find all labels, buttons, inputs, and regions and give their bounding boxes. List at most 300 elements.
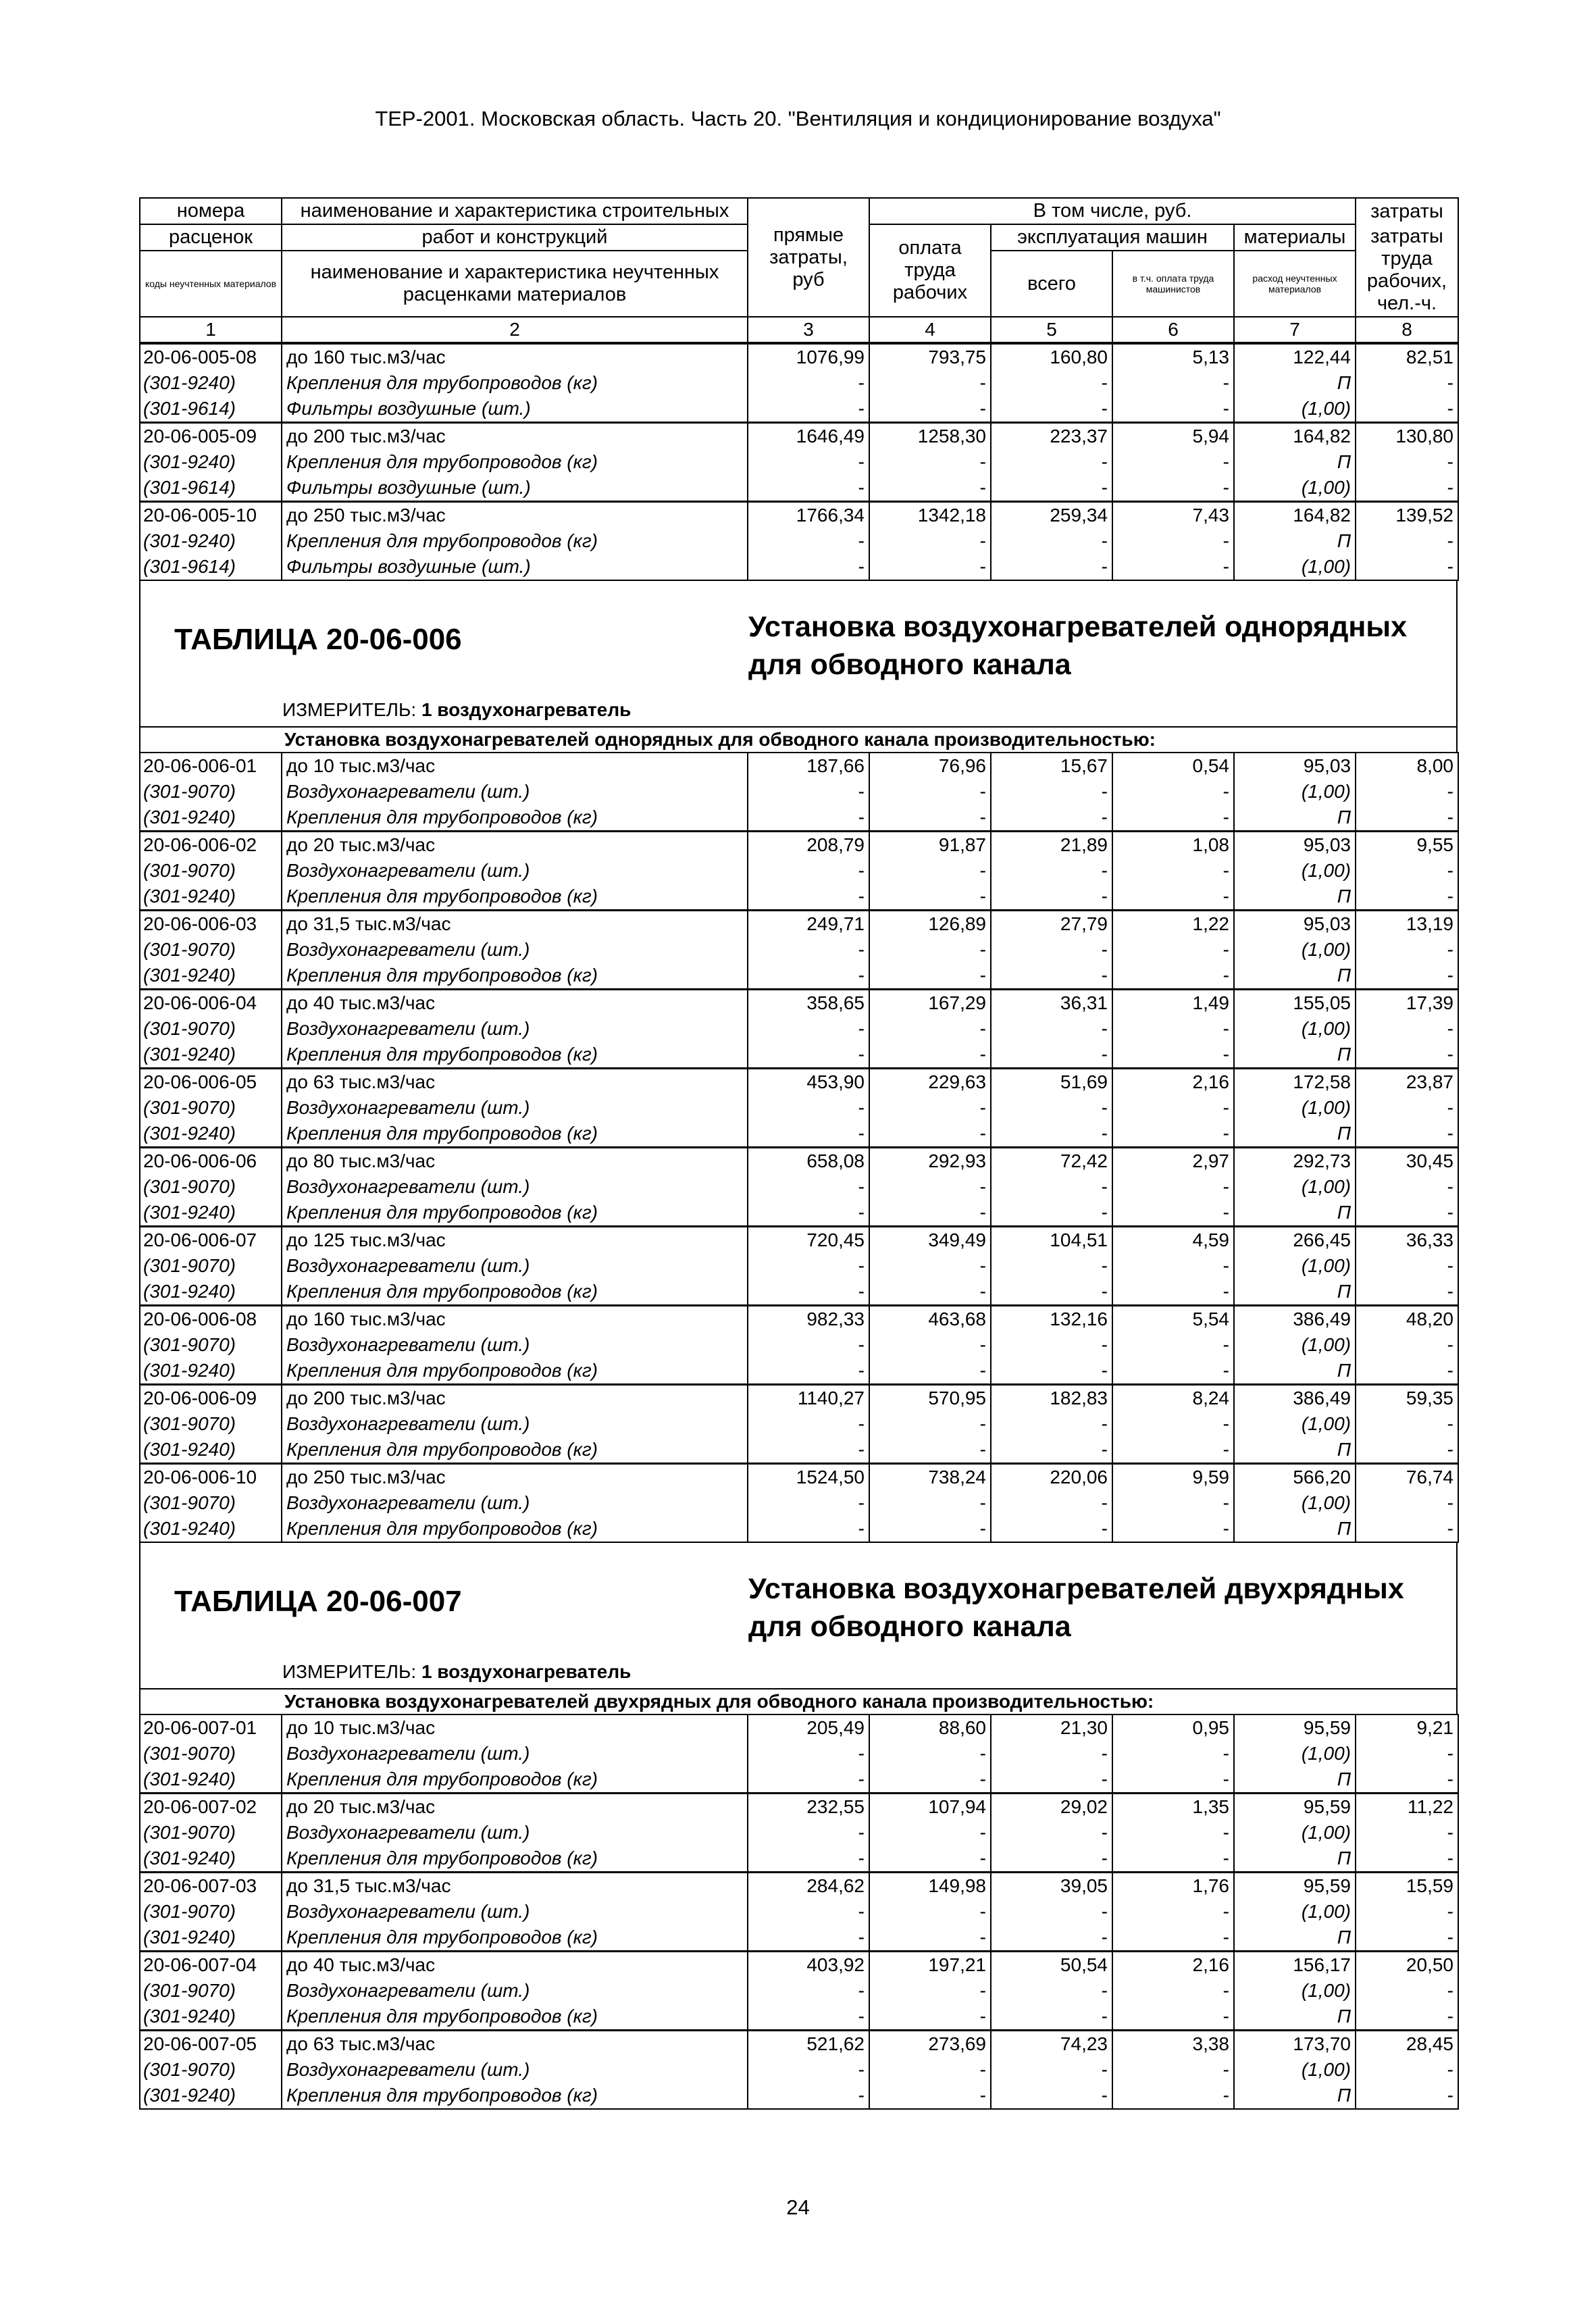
dash-cell: - (748, 1411, 869, 1437)
value-cell: 2,16 (1112, 1952, 1234, 1979)
table-subtitle: Установка воздухонагревателей однорядных для обводного канала производительностью: (139, 726, 1458, 752)
dash-cell: - (1356, 1978, 1458, 2004)
dash-cell: - (1112, 1358, 1234, 1385)
material-row (140, 1766, 1458, 1794)
material-code: (301-9240) (140, 370, 282, 396)
dash-cell: - (991, 884, 1112, 911)
material-name: Крепления для трубопроводов (кг) (282, 1121, 748, 1148)
col3-header: прямые затраты, руб (748, 198, 869, 317)
value-cell: 793,75 (869, 344, 991, 370)
material-row (140, 554, 1458, 580)
value-cell: 39,05 (991, 1873, 1112, 1900)
value-cell: 5,94 (1112, 423, 1234, 450)
dash-cell: - (869, 1978, 991, 2004)
material-row (140, 1358, 1458, 1385)
dash-cell: - (748, 396, 869, 423)
material-name: Крепления для трубопроводов (кг) (282, 1042, 748, 1069)
value-cell: 74,23 (991, 2031, 1112, 2058)
material-code: (301-9070) (140, 1899, 282, 1925)
value-cell: 164,82 (1234, 502, 1356, 529)
material-code: (301-9240) (140, 963, 282, 990)
dash-cell: - (748, 1121, 869, 1148)
dash-cell: - (748, 1200, 869, 1227)
table-row (140, 990, 1458, 1017)
work-name: до 200 тыс.м3/час (282, 1385, 748, 1412)
col-number: 1 (140, 317, 282, 342)
col8-top: затраты (1356, 198, 1458, 224)
value-cell: 48,20 (1356, 1306, 1458, 1333)
value-cell: 1,49 (1112, 990, 1234, 1017)
value-cell: 266,45 (1234, 1227, 1356, 1254)
dash-cell: - (991, 1925, 1112, 1952)
material-row (140, 1978, 1458, 2004)
col-number: 2 (282, 317, 748, 342)
rate-code: 20-06-006-10 (140, 1464, 282, 1491)
material-code: (301-9614) (140, 396, 282, 423)
material-consumption-header: расход неучтенных материалов (1234, 251, 1356, 317)
material-name: Крепления для трубопроводов (кг) (282, 528, 748, 554)
material-code: (301-9070) (140, 1978, 282, 2004)
dash-cell: - (869, 396, 991, 423)
dash-cell: - (748, 2057, 869, 2083)
value-cell: 95,03 (1234, 753, 1356, 779)
dash-cell: - (869, 1332, 991, 1358)
dash-cell: - (991, 528, 1112, 554)
dash-cell: - (1356, 884, 1458, 911)
value-cell: 9,21 (1356, 1714, 1458, 1741)
material-code: (301-9240) (140, 1121, 282, 1148)
dash-cell: - (991, 1516, 1112, 1542)
value-cell: 173,70 (1234, 2031, 1356, 2058)
table-row (140, 1952, 1458, 1979)
col-number: 6 (1112, 317, 1234, 342)
dash-cell: - (991, 1042, 1112, 1069)
dash-cell: - (1356, 1437, 1458, 1464)
table-row (140, 1464, 1458, 1491)
dash-cell: - (1356, 779, 1458, 805)
dash-cell: - (991, 1121, 1112, 1148)
dash-cell: - (991, 937, 1112, 963)
dash-cell: - (748, 1899, 869, 1925)
work-name: до 63 тыс.м3/час (282, 2031, 748, 2058)
dash-cell: - (1356, 2083, 1458, 2109)
column-header (139, 197, 1459, 343)
material-name: Крепления для трубопроводов (кг) (282, 1279, 748, 1306)
dash-cell: - (991, 1437, 1112, 1464)
value-cell: 95,03 (1234, 832, 1356, 859)
value-cell: 223,37 (991, 423, 1112, 450)
dash-cell: - (991, 370, 1112, 396)
rates-table (139, 343, 1459, 581)
dash-cell: - (1112, 449, 1234, 475)
value-cell: 1,35 (1112, 1794, 1234, 1821)
material-row (140, 1437, 1458, 1464)
page-header: ТЕР-2001. Московская область. Часть 20. "Вентиляция и кондиционирование воздуха" (375, 107, 1221, 130)
material-consumption: (1,00) (1234, 1741, 1356, 1766)
value-cell: 95,59 (1234, 1873, 1356, 1900)
dash-cell: - (991, 1490, 1112, 1516)
value-cell: 1342,18 (869, 502, 991, 529)
material-code: (301-9240) (140, 1766, 282, 1794)
value-cell: 658,08 (748, 1148, 869, 1175)
dash-cell: - (748, 1279, 869, 1306)
dash-cell: - (1112, 1437, 1234, 1464)
table-section-header (139, 581, 1458, 726)
material-code: (301-9240) (140, 1279, 282, 1306)
material-consumption: П (1234, 884, 1356, 911)
material-consumption: (1,00) (1234, 779, 1356, 805)
value-cell: 160,80 (991, 344, 1112, 370)
value-cell: 155,05 (1234, 990, 1356, 1017)
col-number: 7 (1234, 317, 1356, 342)
document-body (139, 197, 1458, 2110)
dash-cell: - (748, 858, 869, 884)
material-name: Воздухонагреватели (шт.) (282, 2057, 748, 2083)
table-title: Установка воздухонагревателей однорядных для обводного канала (748, 611, 1407, 681)
material-consumption: (1,00) (1234, 554, 1356, 580)
material-consumption: (1,00) (1234, 475, 1356, 502)
dash-cell: - (869, 1437, 991, 1464)
dash-cell: - (991, 1095, 1112, 1121)
value-cell: 30,45 (1356, 1148, 1458, 1175)
dash-cell: - (869, 1925, 991, 1952)
dash-cell: - (1112, 1820, 1234, 1846)
material-name: Крепления для трубопроводов (кг) (282, 1200, 748, 1227)
table-row (140, 1873, 1458, 1900)
dash-cell: - (1356, 1925, 1458, 1952)
machines-header: эксплуатация машин (991, 224, 1234, 251)
material-consumption: П (1234, 2083, 1356, 2109)
material-name: Крепления для трубопроводов (кг) (282, 1437, 748, 1464)
dash-cell: - (991, 1899, 1112, 1925)
value-cell: 27,79 (991, 911, 1112, 938)
material-code: (301-9240) (140, 2083, 282, 2109)
value-cell: 3,38 (1112, 2031, 1234, 2058)
dash-cell: - (1356, 528, 1458, 554)
dash-cell: - (869, 1121, 991, 1148)
material-code: (301-9240) (140, 805, 282, 832)
value-cell: 386,49 (1234, 1385, 1356, 1412)
meter-prefix: ИЗМЕРИТЕЛЬ: (282, 699, 417, 720)
dash-cell: - (1112, 1925, 1234, 1952)
dash-cell: - (869, 1174, 991, 1200)
dash-cell: - (1356, 937, 1458, 963)
value-cell: 259,34 (991, 502, 1112, 529)
dash-cell: - (1112, 1741, 1234, 1766)
dash-cell: - (869, 1279, 991, 1306)
dash-cell: - (869, 528, 991, 554)
dash-cell: - (869, 1490, 991, 1516)
dash-cell: - (748, 963, 869, 990)
value-cell: 50,54 (991, 1952, 1112, 1979)
material-name: Воздухонагреватели (шт.) (282, 1741, 748, 1766)
dash-cell: - (991, 2004, 1112, 2031)
material-code: (301-9240) (140, 1358, 282, 1385)
dash-cell: - (1112, 475, 1234, 502)
material-consumption: (1,00) (1234, 1899, 1356, 1925)
dash-cell: - (1356, 1358, 1458, 1385)
dash-cell: - (748, 937, 869, 963)
dash-cell: - (1112, 805, 1234, 832)
dash-cell: - (991, 1358, 1112, 1385)
material-consumption: (1,00) (1234, 1490, 1356, 1516)
dash-cell: - (991, 1766, 1112, 1794)
dash-cell: - (1356, 449, 1458, 475)
work-name: до 63 тыс.м3/час (282, 1069, 748, 1096)
material-consumption: (1,00) (1234, 1411, 1356, 1437)
dash-cell: - (1112, 554, 1234, 580)
labor-pay-header: оплата труда рабочих (869, 224, 991, 317)
value-cell: 4,59 (1112, 1227, 1234, 1254)
dash-cell: - (991, 805, 1112, 832)
dash-cell: - (1112, 1978, 1234, 2004)
value-cell: 1076,99 (748, 344, 869, 370)
material-consumption: (1,00) (1234, 1332, 1356, 1358)
table-row (140, 1714, 1458, 1741)
table-row (140, 911, 1458, 938)
rate-code: 20-06-007-04 (140, 1952, 282, 1979)
material-row (140, 1846, 1458, 1873)
dash-cell: - (1356, 1253, 1458, 1279)
dash-cell: - (748, 884, 869, 911)
dash-cell: - (748, 2004, 869, 2031)
value-cell: 167,29 (869, 990, 991, 1017)
value-cell: 570,95 (869, 1385, 991, 1412)
material-code: (301-9070) (140, 937, 282, 963)
dash-cell: - (991, 779, 1112, 805)
value-cell: 15,67 (991, 753, 1112, 779)
material-name: Крепления для трубопроводов (кг) (282, 1925, 748, 1952)
dash-cell: - (869, 449, 991, 475)
material-consumption: П (1234, 449, 1356, 475)
value-cell: 292,93 (869, 1148, 991, 1175)
dash-cell: - (1112, 937, 1234, 963)
dash-cell: - (1112, 779, 1234, 805)
rate-code: 20-06-007-02 (140, 1794, 282, 1821)
dash-cell: - (991, 2057, 1112, 2083)
dash-cell: - (1356, 858, 1458, 884)
rate-code: 20-06-006-07 (140, 1227, 282, 1254)
value-cell: 11,22 (1356, 1794, 1458, 1821)
table-row (140, 1148, 1458, 1175)
work-name: до 40 тыс.м3/час (282, 990, 748, 1017)
table-row (140, 1069, 1458, 1096)
value-cell: 229,63 (869, 1069, 991, 1096)
dash-cell: - (991, 963, 1112, 990)
value-cell: 5,13 (1112, 344, 1234, 370)
rate-code: 20-06-006-08 (140, 1306, 282, 1333)
dash-cell: - (748, 1766, 869, 1794)
value-cell: 13,19 (1356, 911, 1458, 938)
dash-cell: - (1112, 884, 1234, 911)
dash-cell: - (1112, 1174, 1234, 1200)
dash-cell: - (748, 1516, 869, 1542)
col-number: 8 (1356, 317, 1458, 342)
material-code: (301-9240) (140, 1200, 282, 1227)
work-name: до 250 тыс.м3/час (282, 502, 748, 529)
material-consumption: П (1234, 528, 1356, 554)
value-cell: 205,49 (748, 1714, 869, 1741)
dash-cell: - (1112, 528, 1234, 554)
dash-cell: - (1112, 1095, 1234, 1121)
dash-cell: - (1112, 1411, 1234, 1437)
dash-cell: - (869, 1899, 991, 1925)
dash-cell: - (1112, 370, 1234, 396)
value-cell: 15,59 (1356, 1873, 1458, 1900)
dash-cell: - (1356, 1279, 1458, 1306)
table-row (140, 423, 1458, 450)
dash-cell: - (1112, 858, 1234, 884)
value-cell: 2,16 (1112, 1069, 1234, 1096)
material-name: Воздухонагреватели (шт.) (282, 1899, 748, 1925)
material-name: Воздухонагреватели (шт.) (282, 858, 748, 884)
rate-code: 20-06-007-01 (140, 1714, 282, 1741)
material-name: Воздухонагреватели (шт.) (282, 937, 748, 963)
dash-cell: - (748, 1042, 869, 1069)
materials-header: материалы (1234, 224, 1356, 251)
material-name: Фильтры воздушные (шт.) (282, 554, 748, 580)
value-cell: 164,82 (1234, 423, 1356, 450)
dash-cell: - (748, 1253, 869, 1279)
rate-code: 20-06-006-04 (140, 990, 282, 1017)
table-row (140, 1385, 1458, 1412)
material-code: (301-9070) (140, 1016, 282, 1042)
value-cell: 1,76 (1112, 1873, 1234, 1900)
material-row (140, 1899, 1458, 1925)
value-cell: 197,21 (869, 1952, 991, 1979)
value-cell: 21,89 (991, 832, 1112, 859)
material-name: Крепления для трубопроводов (кг) (282, 805, 748, 832)
dash-cell: - (748, 1016, 869, 1042)
material-code: (301-9240) (140, 1846, 282, 1873)
value-cell: 8,00 (1356, 753, 1458, 779)
dash-cell: - (869, 1358, 991, 1385)
dash-cell: - (748, 1978, 869, 2004)
dash-cell: - (1356, 1042, 1458, 1069)
material-code: (301-9240) (140, 1516, 282, 1542)
work-name: до 40 тыс.м3/час (282, 1952, 748, 1979)
dash-cell: - (1356, 554, 1458, 580)
rate-code: 20-06-007-03 (140, 1873, 282, 1900)
material-row (140, 1121, 1458, 1148)
value-cell: 9,59 (1112, 1464, 1234, 1491)
dash-cell: - (748, 779, 869, 805)
value-cell: 358,65 (748, 990, 869, 1017)
dash-cell: - (748, 1490, 869, 1516)
value-cell: 1258,30 (869, 423, 991, 450)
rates-table (139, 752, 1459, 1543)
table-row (140, 832, 1458, 859)
dash-cell: - (869, 779, 991, 805)
material-code: (301-9070) (140, 1741, 282, 1766)
dash-cell: - (748, 805, 869, 832)
material-name: Крепления для трубопроводов (кг) (282, 963, 748, 990)
dash-cell: - (991, 554, 1112, 580)
labor-cost-header: затраты труда рабочих, чел.-ч. (1356, 224, 1458, 317)
value-cell: 232,55 (748, 1794, 869, 1821)
value-cell: 1646,49 (748, 423, 869, 450)
table-subtitle: Установка воздухонагревателей двухрядных для обводного канала производительностью: (139, 1688, 1458, 1714)
material-row (140, 1095, 1458, 1121)
dash-cell: - (1112, 1846, 1234, 1873)
material-row (140, 1820, 1458, 1846)
dash-cell: - (991, 1411, 1112, 1437)
material-name: Крепления для трубопроводов (кг) (282, 449, 748, 475)
dash-cell: - (1356, 1846, 1458, 1873)
material-name: Крепления для трубопроводов (кг) (282, 370, 748, 396)
dash-cell: - (869, 1766, 991, 1794)
value-cell: 23,87 (1356, 1069, 1458, 1096)
dash-cell: - (991, 396, 1112, 423)
work-name: до 160 тыс.м3/час (282, 344, 748, 370)
material-consumption: П (1234, 1121, 1356, 1148)
rate-code: 20-06-005-08 (140, 344, 282, 370)
dash-cell: - (1356, 2057, 1458, 2083)
dash-cell: - (991, 1741, 1112, 1766)
material-row (140, 1042, 1458, 1069)
dash-cell: - (1356, 963, 1458, 990)
dash-cell: - (991, 858, 1112, 884)
material-row (140, 1174, 1458, 1200)
dash-cell: - (1112, 2004, 1234, 2031)
value-cell: 1766,34 (748, 502, 869, 529)
material-consumption: (1,00) (1234, 1016, 1356, 1042)
rate-code: 20-06-006-09 (140, 1385, 282, 1412)
dash-cell: - (991, 475, 1112, 502)
material-name: Воздухонагреватели (шт.) (282, 1253, 748, 1279)
dash-cell: - (1112, 396, 1234, 423)
material-consumption: П (1234, 370, 1356, 396)
col-number: 4 (869, 317, 991, 342)
dash-cell: - (748, 2083, 869, 2109)
value-cell: 1524,50 (748, 1464, 869, 1491)
material-row (140, 370, 1458, 396)
material-name: Крепления для трубопроводов (кг) (282, 884, 748, 911)
table-row (140, 344, 1458, 370)
dash-cell: - (748, 1437, 869, 1464)
dash-cell: - (869, 1741, 991, 1766)
material-row (140, 1925, 1458, 1952)
rate-code: 20-06-007-05 (140, 2031, 282, 2058)
value-cell: 1,08 (1112, 832, 1234, 859)
value-cell: 8,24 (1112, 1385, 1234, 1412)
material-row (140, 884, 1458, 911)
value-cell: 82,51 (1356, 344, 1458, 370)
dash-cell: - (869, 2083, 991, 2109)
dash-cell: - (991, 1200, 1112, 1227)
value-cell: 220,06 (991, 1464, 1112, 1491)
value-cell: 20,50 (1356, 1952, 1458, 1979)
material-name: Воздухонагреватели (шт.) (282, 1095, 748, 1121)
dash-cell: - (1356, 1174, 1458, 1200)
table-row (140, 753, 1458, 779)
dash-cell: - (1356, 1016, 1458, 1042)
material-code: (301-9240) (140, 1437, 282, 1464)
value-cell: 521,62 (748, 2031, 869, 2058)
col1-bottom: коды неучтенных материалов (140, 251, 282, 317)
dash-cell: - (991, 1016, 1112, 1042)
material-consumption: (1,00) (1234, 1978, 1356, 2004)
value-cell: 292,73 (1234, 1148, 1356, 1175)
material-consumption: (1,00) (1234, 858, 1356, 884)
material-row (140, 1279, 1458, 1306)
dash-cell: - (1356, 1820, 1458, 1846)
value-cell: 208,79 (748, 832, 869, 859)
material-consumption: П (1234, 1437, 1356, 1464)
work-name: до 125 тыс.м3/час (282, 1227, 748, 1254)
dash-cell: - (1356, 805, 1458, 832)
material-consumption: (1,00) (1234, 396, 1356, 423)
